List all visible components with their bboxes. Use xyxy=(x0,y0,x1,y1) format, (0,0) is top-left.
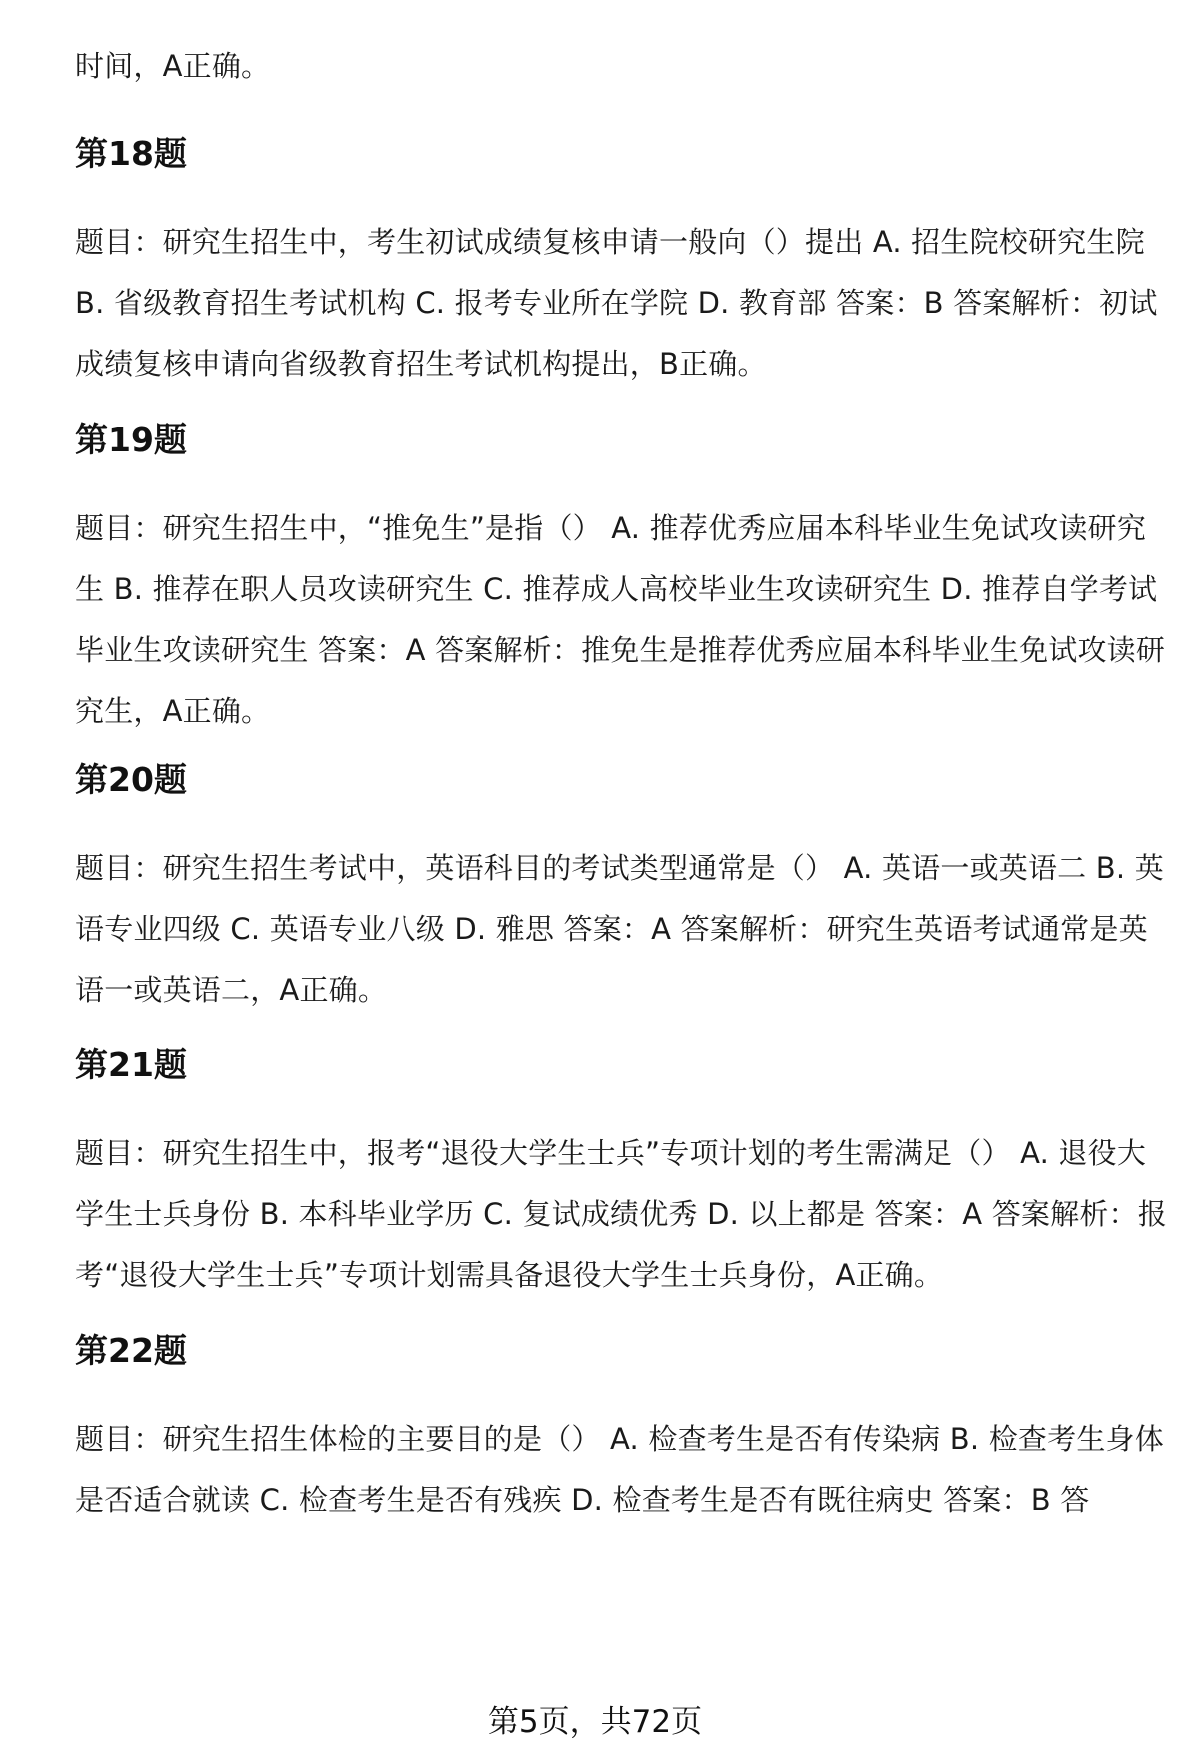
question-21-heading: 第21题 xyxy=(75,1045,187,1084)
question-18-heading: 第18题 xyxy=(75,134,187,173)
question-18-body: 题目：研究生招生中，考生初试成绩复核申请一般向（）提出 A. 招生院校研究生院 B. 省级教育招生考试机构 C. 报考专业所在学院 D. 教育部 答案：B 答案解析：初试成绩复核申请向省级教育招生考试机构提出，B正确。 xyxy=(75,225,1158,381)
question-22-body: 题目：研究生招生体检的主要目的是（） A. 检查考生是否有传染病 B. 检查考生身体是否适合就读 C. 检查考生是否有残疾 D. 检查考生是否有既往病史 答案：B 答 xyxy=(75,1422,1164,1517)
question-20-heading: 第20题 xyxy=(75,760,187,799)
question-19-body: 题目：研究生招生中，“推免生”是指（） A. 推荐优秀应届本科毕业生免试攻读研究生 B. 推荐在职人员攻读研究生 C. 推荐成人高校毕业生攻读研究生 D. 推荐自学考试毕业生攻读研究生 答案：A 答案解析：推免生是推荐优秀应届本科毕业生免试攻读研究生，A正确。 xyxy=(75,511,1166,728)
question-22-heading: 第22题 xyxy=(75,1331,187,1370)
question-21-body: 题目：研究生招生中，报考“退役大学生士兵”专项计划的考生需满足（） A. 退役大学生士兵身份 B. 本科毕业学历 C. 复试成绩优秀 D. 以上都是 答案：A 答案解析：报考“退役大学生士兵”专项计划需具备退役大学生士兵身份，A正确。 xyxy=(75,1136,1167,1292)
page-number-footer: 第5页，共72页 xyxy=(487,1704,703,1740)
question-20-body: 题目：研究生招生考试中，英语科目的考试类型通常是（） A. 英语一或英语二 B. 英语专业四级 C. 英语专业八级 D. 雅思 答案：A 答案解析：研究生英语考试通常是英语一或英语二，A正确。 xyxy=(75,851,1164,1007)
question-19-heading: 第19题 xyxy=(75,420,187,459)
intro-fragment: 时间，A正确。 xyxy=(75,49,271,83)
